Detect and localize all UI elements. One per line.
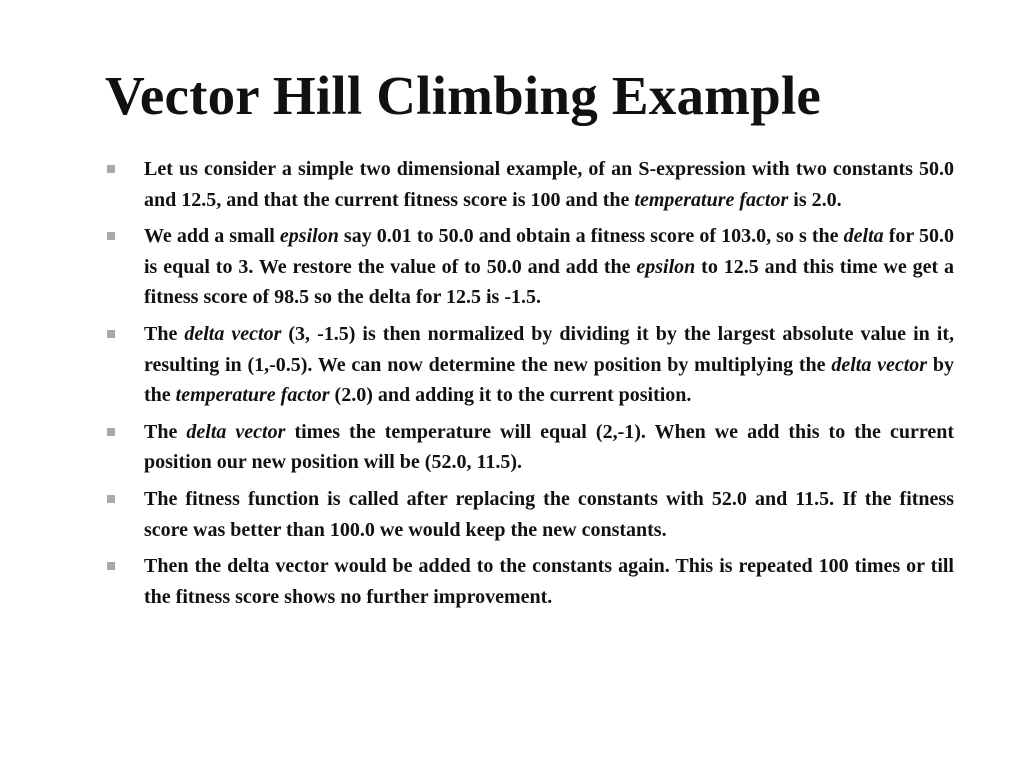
text-segment: to 12.5 and this time we get a fitness score of 98.5 so the delta for 12.5 is -1.5. bbox=[144, 255, 955, 309]
bullet-text bbox=[144, 225, 954, 308]
square-bullet-icon bbox=[107, 232, 115, 240]
bullet-text bbox=[144, 323, 954, 406]
text-segment: (3, -1.5) is then normalized by dividing it by the largest absolute value in it, resulting in (1,-0.5). We can now determine the new position by multiplying the bbox=[144, 322, 955, 376]
italic-term: epsilon bbox=[279, 225, 339, 248]
bullet-item bbox=[105, 221, 954, 313]
text-segment: Then the delta vector would be added to the constants again. This is repeated 100 times or till the fitness score shows no further improvement. bbox=[144, 555, 954, 608]
text-segment: say 0.01 to 50.0 and obtain a fitness score of 103.0, so s the bbox=[338, 225, 844, 248]
italic-term: delta bbox=[843, 225, 884, 248]
bullet-item bbox=[105, 484, 954, 545]
text-segment: Let us consider a simple two dimensional example, of an S-expression with two constants 50.0 and 12.5, and that the current fitness score is 100 and the bbox=[144, 158, 954, 211]
italic-term: delta vector bbox=[831, 353, 928, 376]
square-bullet-icon bbox=[107, 330, 115, 338]
square-bullet-icon bbox=[107, 562, 115, 570]
bullet-text bbox=[144, 555, 954, 608]
text-segment: (2.0) and adding it to the current position. bbox=[329, 384, 692, 407]
text-segment: We add a small bbox=[144, 225, 280, 248]
text-segment: The bbox=[144, 420, 187, 443]
bullet-text bbox=[144, 488, 954, 541]
italic-term: delta vector bbox=[186, 420, 286, 443]
square-bullet-icon bbox=[107, 495, 115, 503]
square-bullet-icon bbox=[107, 428, 115, 436]
italic-term: temperature factor bbox=[175, 384, 330, 407]
italic-term: temperature factor bbox=[634, 188, 789, 211]
text-segment: times the temperature will equal (2,-1). When we add this to the current position our new position will be (52.0, 11.5). bbox=[144, 420, 955, 474]
bullet-list bbox=[105, 154, 954, 618]
bullet-item bbox=[105, 551, 954, 612]
text-segment: is 2.0. bbox=[788, 188, 842, 211]
bullet-item bbox=[105, 417, 954, 478]
italic-term: epsilon bbox=[636, 255, 696, 278]
text-segment: by the bbox=[144, 353, 954, 407]
square-bullet-icon bbox=[107, 165, 115, 173]
italic-term: delta vector bbox=[184, 322, 282, 345]
text-segment: The fitness function is called after replacing the constants with 52.0 and 11.5. If the fitness score was better than 100.0 we would keep the new constants. bbox=[144, 487, 954, 541]
bullet-text bbox=[144, 421, 954, 474]
bullet-item bbox=[105, 154, 954, 215]
slide-title: Vector Hill Climbing Example bbox=[105, 65, 822, 126]
text-segment: for 50.0 is equal to 3. We restore the value of to 50.0 and add the bbox=[144, 225, 954, 278]
text-segment: The bbox=[144, 322, 185, 345]
bullet-item bbox=[105, 319, 954, 411]
bullet-text bbox=[144, 158, 954, 211]
